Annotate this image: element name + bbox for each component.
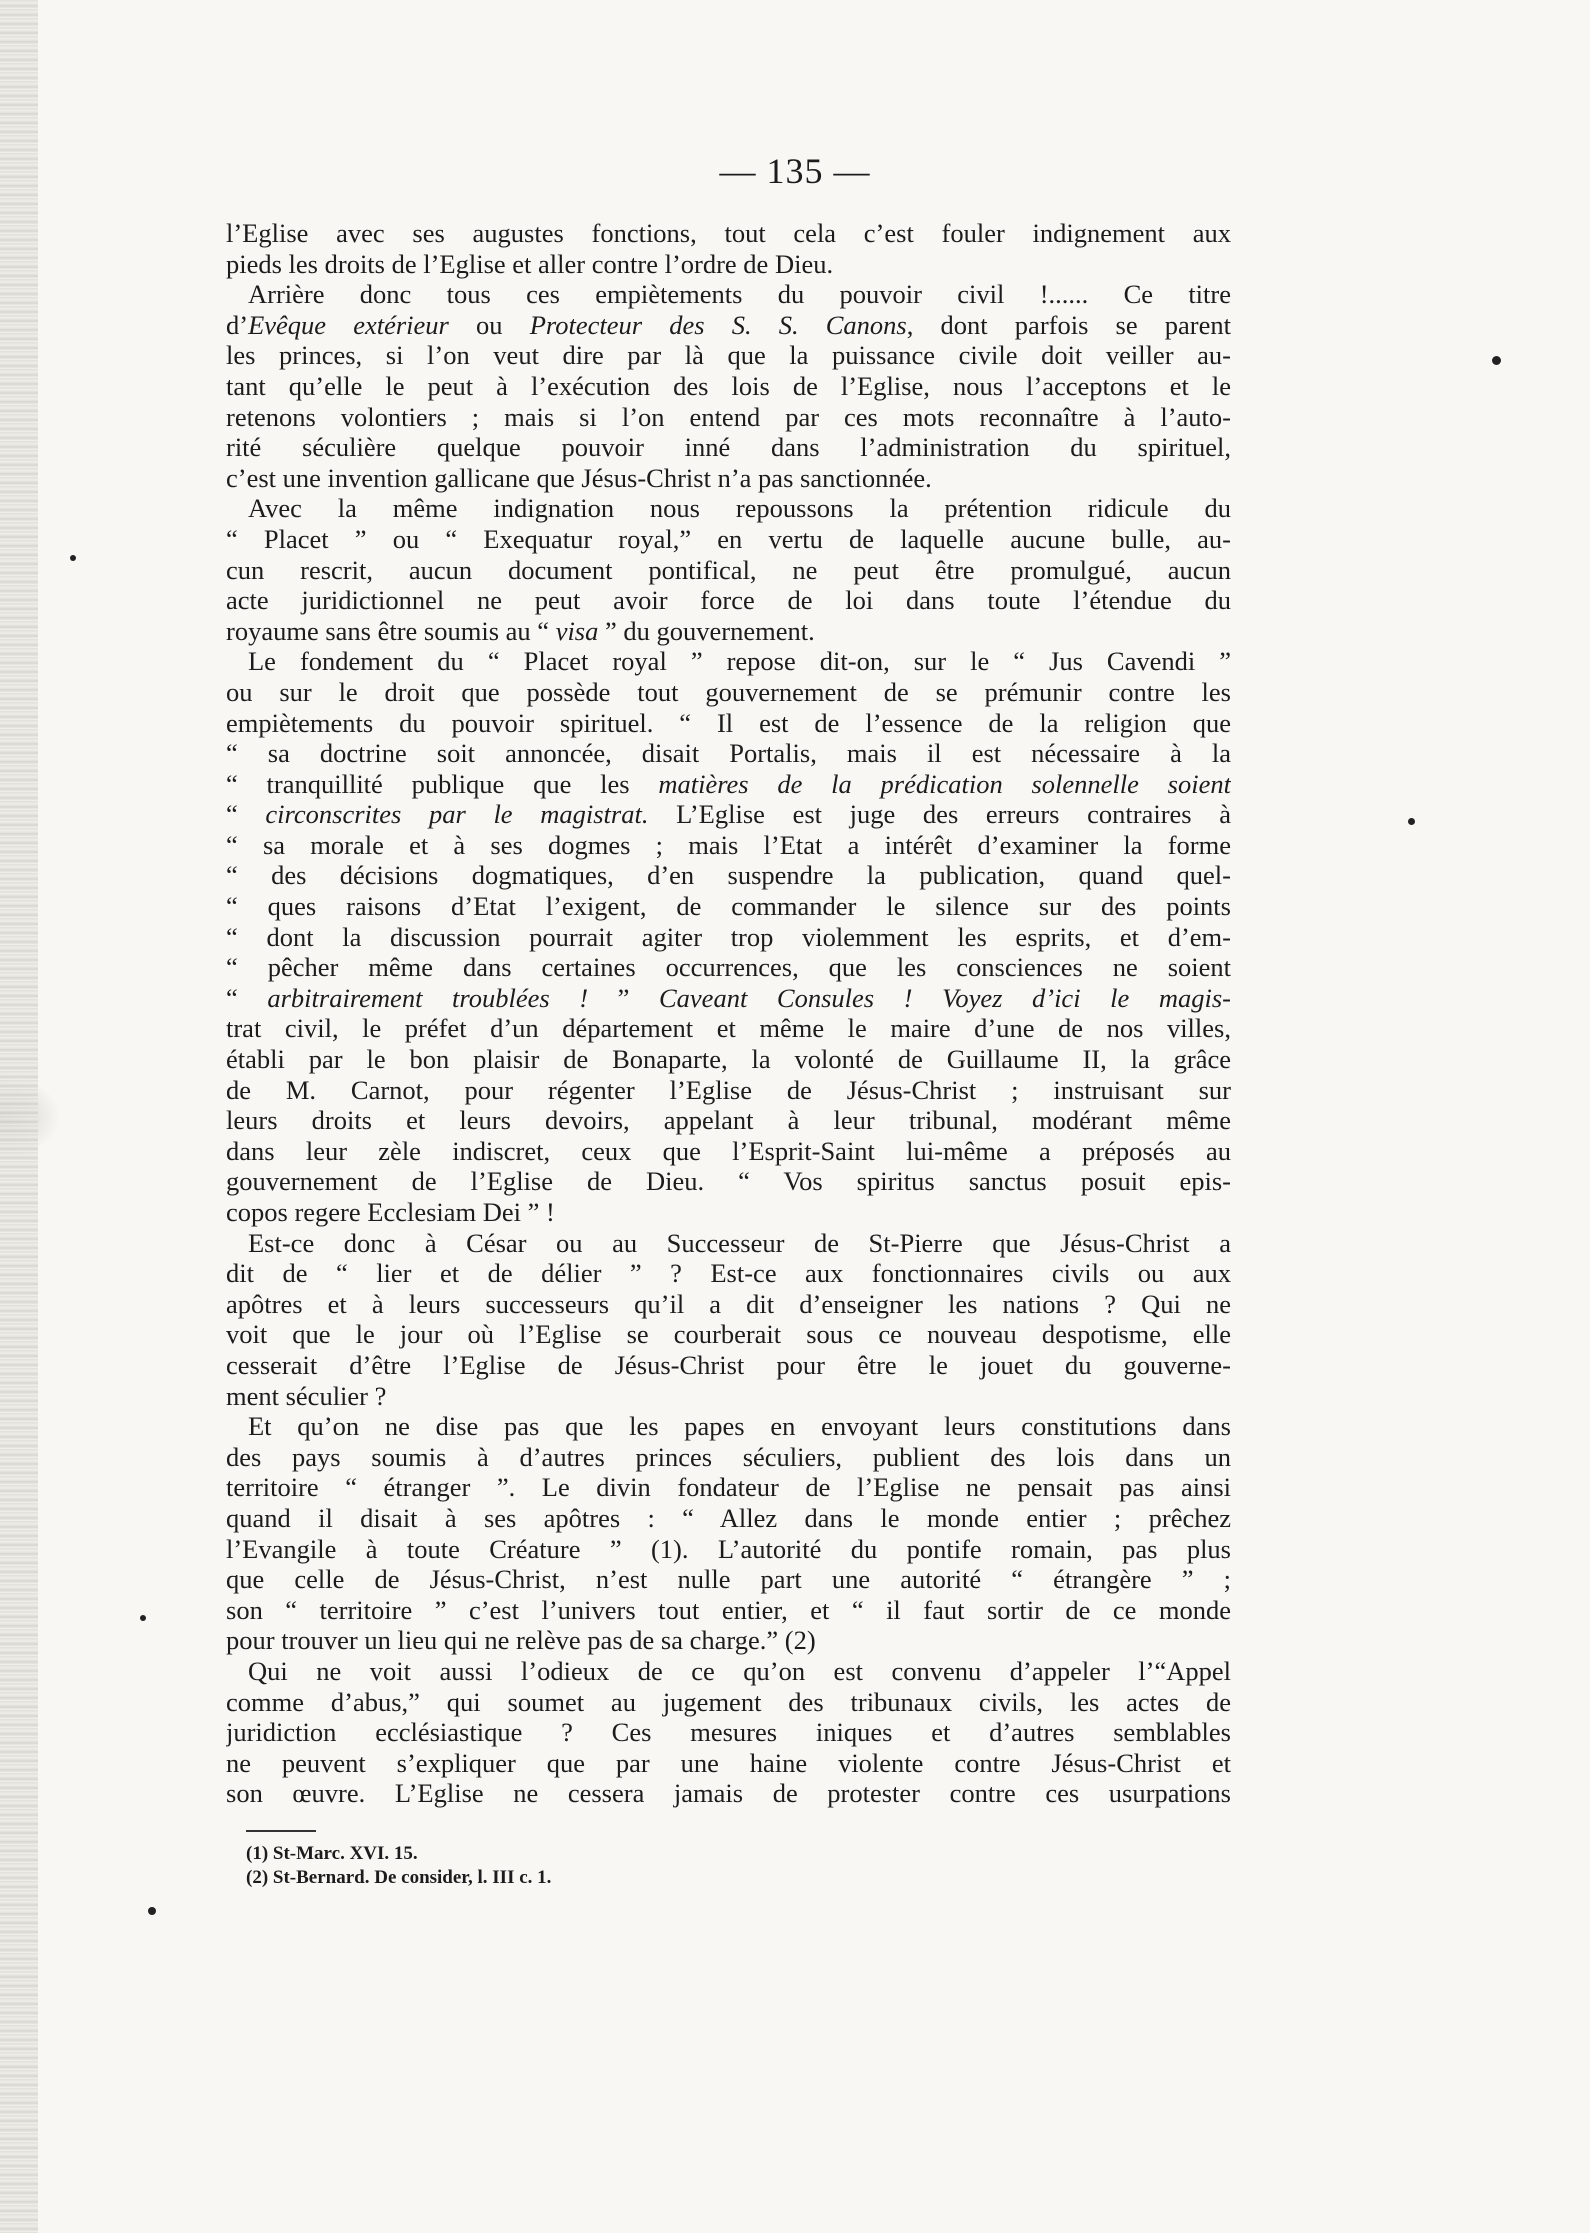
- text-line: “ ques raisons d’Etat l’exigent, de commander le silence sur des points: [226, 891, 1231, 922]
- text-line: leurs droits et leurs devoirs, appelant à leur tribunal, modérant même: [226, 1105, 1231, 1136]
- scan-speck: [140, 1615, 146, 1621]
- text-line: son œuvre. L’Eglise ne cessera jamais de protester contre ces usurpations: [226, 1778, 1231, 1809]
- text-line: l’Eglise avec ses augustes fonctions, tout cela c’est fouler indignement aux: [226, 218, 1231, 248]
- footnote: (1) St-Marc. XVI. 15.: [246, 1843, 418, 1864]
- text-line: quand il disait à ses apôtres : “ Allez dans le monde entier ; prêchez: [226, 1502, 1231, 1533]
- text-line: “ des décisions dogmatiques, d’en suspendre la publication, quand quel-: [226, 860, 1231, 891]
- text-line: “ sa morale et à ses dogmes ; mais l’Etat a intérêt d’examiner la forme: [226, 829, 1231, 860]
- text-line: Qui ne voit aussi l’odieux de ce qu’on est convenu d’appeler l’“Appel: [248, 1655, 1231, 1686]
- text-line: “ sa doctrine soit annoncée, disait Portalis, mais il est nécessaire à la: [226, 738, 1231, 769]
- text-line: cesserait d’être l’Eglise de Jésus-Christ pour être le jouet du gouverne-: [226, 1349, 1231, 1380]
- text-line: comme d’abus,” qui soumet au jugement des tribunaux civils, les actes de: [226, 1686, 1231, 1717]
- text-line: Avec la même indignation nous repoussons la prétention ridicule du: [248, 493, 1231, 524]
- scan-speck: [70, 555, 76, 561]
- text-line: trat civil, le préfet d’un département et même le maire d’une de nos villes,: [226, 1013, 1231, 1044]
- text-line: “ tranquillité publique que les matières de la prédication solennelle soient: [226, 768, 1231, 799]
- text-line: ment séculier ?: [226, 1380, 387, 1411]
- scan-speck: [1408, 818, 1415, 825]
- text-line: Est-ce donc à César ou au Successeur de St-Pierre que Jésus-Christ a: [248, 1227, 1231, 1258]
- text-line: pour trouver un lieu qui ne relève pas de sa charge.” (2): [226, 1625, 816, 1656]
- text-line: pieds les droits de l’Eglise et aller contre l’ordre de Dieu.: [226, 248, 834, 279]
- text-line: gouvernement de l’Eglise de Dieu. “ Vos spiritus sanctus posuit epis-: [226, 1166, 1231, 1197]
- text-line: des pays soumis à d’autres princes séculiers, publient des lois dans un: [226, 1441, 1231, 1472]
- text-line: l’Evangile à toute Créature ” (1). L’autorité du pontife romain, pas plus: [226, 1533, 1231, 1564]
- text-line: “ arbitrairement troublées ! ” Caveant Consules ! Voyez d’ici le magis-: [226, 982, 1231, 1013]
- text-line: d’Evêque extérieur ou Protecteur des S. S. Canons, dont parfois se parent: [226, 309, 1231, 340]
- page-number: — 135 —: [719, 151, 871, 191]
- scan-speck: [148, 1907, 156, 1915]
- text-line: son “ territoire ” c’est l’univers tout entier, et “ il faut sortir de ce monde: [226, 1594, 1231, 1625]
- footnote: (2) St-Bernard. De consider, l. III c. 1.: [246, 1867, 552, 1888]
- text-line: de M. Carnot, pour régenter l’Eglise de Jésus-Christ ; instruisant sur: [226, 1074, 1231, 1105]
- text-line: empiètements du pouvoir spirituel. “ Il est de l’essence de la religion que: [226, 707, 1231, 738]
- text-line: “ Placet ” ou “ Exequatur royal,” en vertu de laquelle aucune bulle, au-: [226, 523, 1231, 554]
- text-line: royaume sans être soumis au “ visa ” du gouvernement.: [226, 615, 815, 646]
- text-line: Et qu’on ne dise pas que les papes en envoyant leurs constitutions dans: [248, 1411, 1231, 1442]
- text-line: tant qu’elle le peut à l’exécution des lois de l’Eglise, nous l’acceptons et le: [226, 370, 1231, 401]
- text-line: que celle de Jésus-Christ, n’est nulle part une autorité “ étrangère ” ;: [226, 1564, 1231, 1595]
- text-line: ou sur le droit que possède tout gouvernement de se prémunir contre les: [226, 676, 1231, 707]
- text-line: copos regere Ecclesiam Dei ” !: [226, 1197, 555, 1227]
- footnote-rule: [246, 1830, 316, 1832]
- footnotes: [246, 1842, 946, 1890]
- text-line: rité séculière quelque pouvoir inné dans l’administration du spirituel,: [226, 432, 1231, 463]
- text-line: apôtres et à leurs successeurs qu’il a dit d’enseigner les nations ? Qui ne: [226, 1288, 1231, 1319]
- text-line: retenons volontiers ; mais si l’on entend par ces mots reconnaître à l’auto-: [226, 401, 1231, 432]
- text-line: “ dont la discussion pourrait agiter trop violemment les esprits, et d’em-: [226, 921, 1231, 952]
- text-line: juridiction ecclésiastique ? Ces mesures iniques et d’autres semblables: [226, 1717, 1231, 1748]
- text-line: Arrière donc tous ces empiètements du pouvoir civil !...... Ce titre: [248, 279, 1231, 310]
- text-line: “ pêcher même dans certaines occurrences, que les consciences ne soient: [226, 952, 1231, 983]
- text-line: dans leur zèle indiscret, ceux que l’Esprit-Saint lui-même a préposés au: [226, 1135, 1231, 1166]
- text-line: “ circonscrites par le magistrat. L’Eglise est juge des erreurs contraires à: [226, 799, 1231, 830]
- page-binding-shadow: [0, 0, 38, 2233]
- text-line: ne peuvent s’expliquer que par une haine violente contre Jésus-Christ et: [226, 1747, 1231, 1778]
- text-line: territoire “ étranger ”. Le divin fondateur de l’Eglise ne pensait pas ainsi: [226, 1472, 1231, 1503]
- text-line: Le fondement du “ Placet royal ” repose dit-on, sur le “ Jus Cavendi ”: [248, 646, 1231, 677]
- text-line: cun rescrit, aucun document pontifical, ne peut être promulgué, aucun: [226, 554, 1231, 585]
- text-line: établi par le bon plaisir de Bonaparte, la volonté de Guillaume II, la grâce: [226, 1044, 1231, 1075]
- text-line: voit que le jour où l’Eglise se courberait sous ce nouveau despotisme, elle: [226, 1319, 1231, 1350]
- text-line: les princes, si l’on veut dire par là que la puissance civile doit veiller au-: [226, 340, 1231, 371]
- text-line: dit de “ lier et de délier ” ? Est-ce aux fonctionnaires civils ou aux: [226, 1258, 1231, 1289]
- body-text: [226, 218, 1231, 1809]
- text-line: c’est une invention gallicane que Jésus-Christ n’a pas sanctionnée.: [226, 462, 932, 493]
- scan-speck: [1492, 356, 1501, 365]
- text-line: acte juridictionnel ne peut avoir force de loi dans toute l’étendue du: [226, 585, 1231, 616]
